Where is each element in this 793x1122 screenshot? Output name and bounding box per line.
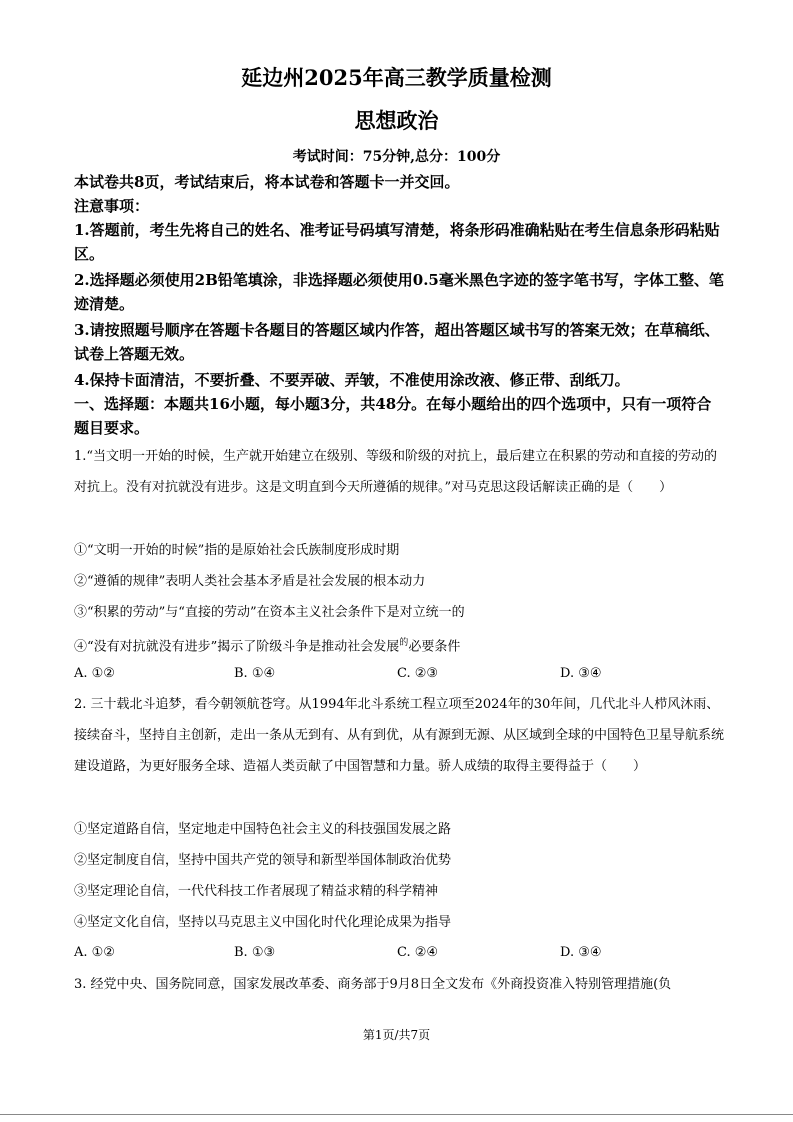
question-2-statement-3: ③坚定理论自信，一代代科技工作者展现了精益求精的科学精神 <box>74 884 439 899</box>
instruction-item-4: 4.保持卡面清洁，不要折叠、不要弄破、弄皱，不准使用涂改液、修正带、刮纸刀。 <box>74 371 630 389</box>
q2-option-a[interactable]: A. ①② <box>74 945 115 960</box>
instruction-item-1: 1.答题前，考生先将自己的姓名、准考证号码填写清楚，将条形码准确粘贴在考生信息条形码粘贴区。 <box>74 221 720 263</box>
question-1-statement-1: ①“文明一开始的时候”指的是原始社会氏族制度形成时期 <box>74 543 400 558</box>
q1-option-c[interactable]: C. ②③ <box>397 666 439 681</box>
q1-option-d[interactable]: D. ③④ <box>560 666 602 681</box>
question-1-statement-2: ②“遵循的规律”表明人类社会基本矛盾是社会发展的根本动力 <box>74 574 426 589</box>
statement-4-text-a: ④“没有对抗就没有进步”揭示了阶级斗争是推动社会发展 <box>74 639 400 655</box>
q2-option-d[interactable]: D. ③④ <box>560 945 602 960</box>
instructions-intro: 本试卷共8页，考试结束后，将本试卷和答题卡一并交回。 <box>74 173 460 191</box>
q2-option-c[interactable]: C. ②④ <box>397 945 439 960</box>
q2-option-b[interactable]: B. ①③ <box>234 945 276 960</box>
q1-option-b[interactable]: B. ①④ <box>234 666 276 681</box>
question-1-stem: 1.“当文明一开始的时候，生产就开始建立在级别、等级和阶级的对抗上，最后建立在积累的劳动和直接的劳动的对抗上。没有对抗就没有进步。这是文明直到今天所遵循的规律。”对马克思这段话解读正确的是（ ） <box>74 449 718 495</box>
question-2-statement-4: ④坚定文化自信，坚持以马克思主义中国化时代化理论成果为指导 <box>74 915 452 930</box>
page-title: 延边州2025年高三教学质量检测 <box>241 65 552 90</box>
instructions-heading: 注意事项： <box>74 197 150 215</box>
exam-info: 考试时间：75分钟,总分：100分 <box>292 149 501 165</box>
question-2-stem: 2. 三十载北斗追梦，看今朝领航苍穹。从1994年北斗系统工程立项至2024年的30年间，几代北斗人栉风沐雨、接续奋斗，坚持自主创新，走出一条从无到有、从有到优，从有源到无源、从区域到全球的中国特色卫星导航系统建设道路，为更好服务全球、造福人类贡献了中国智慧和力量。骄人成绩的取得主要得益于（ ） <box>74 697 725 774</box>
question-2-statement-1: ①坚定道路自信，坚定地走中国特色社会主义的科技强国发展之路 <box>74 822 452 837</box>
instruction-item-2: 2.选择题必须使用2B铅笔填涂，非选择题必须使用0.5毫米黑色字迹的签字笔书写，字体工整、笔迹清楚。 <box>74 271 724 313</box>
statement-4-text-b: 必要条件 <box>408 639 461 655</box>
q1-option-a[interactable]: A. ①② <box>74 666 115 681</box>
page-bottom-divider <box>0 1114 793 1115</box>
section-heading: 一、选择题：本题共16小题，每小题3分，共48分。在每小题给出的四个选项中，只有一项符合题目要求。 <box>74 395 712 437</box>
statement-4-superscript: 的 <box>399 638 409 648</box>
question-3-stem: 3. 经党中央、国务院同意，国家发展改革委、商务部于9月8日全文发布《外商投资准入特别管理措施(负 <box>74 977 672 992</box>
question-1-statement-4 <box>74 628 724 662</box>
page-number: 第1页/共7页 <box>362 1028 431 1042</box>
question-2-statement-2: ②坚定制度自信，坚持中国共产党的领导和新型举国体制政治优势 <box>74 853 452 868</box>
instruction-item-3: 3.请按照题号顺序在答题卡各题目的答题区域内作答，超出答题区域书写的答案无效；在草稿纸、试卷上答题无效。 <box>74 321 720 363</box>
subject-title: 思想政治 <box>354 108 439 133</box>
question-1-statement-3: ③“积累的劳动”与“直接的劳动”在资本主义社会条件下是对立统一的 <box>74 605 465 620</box>
